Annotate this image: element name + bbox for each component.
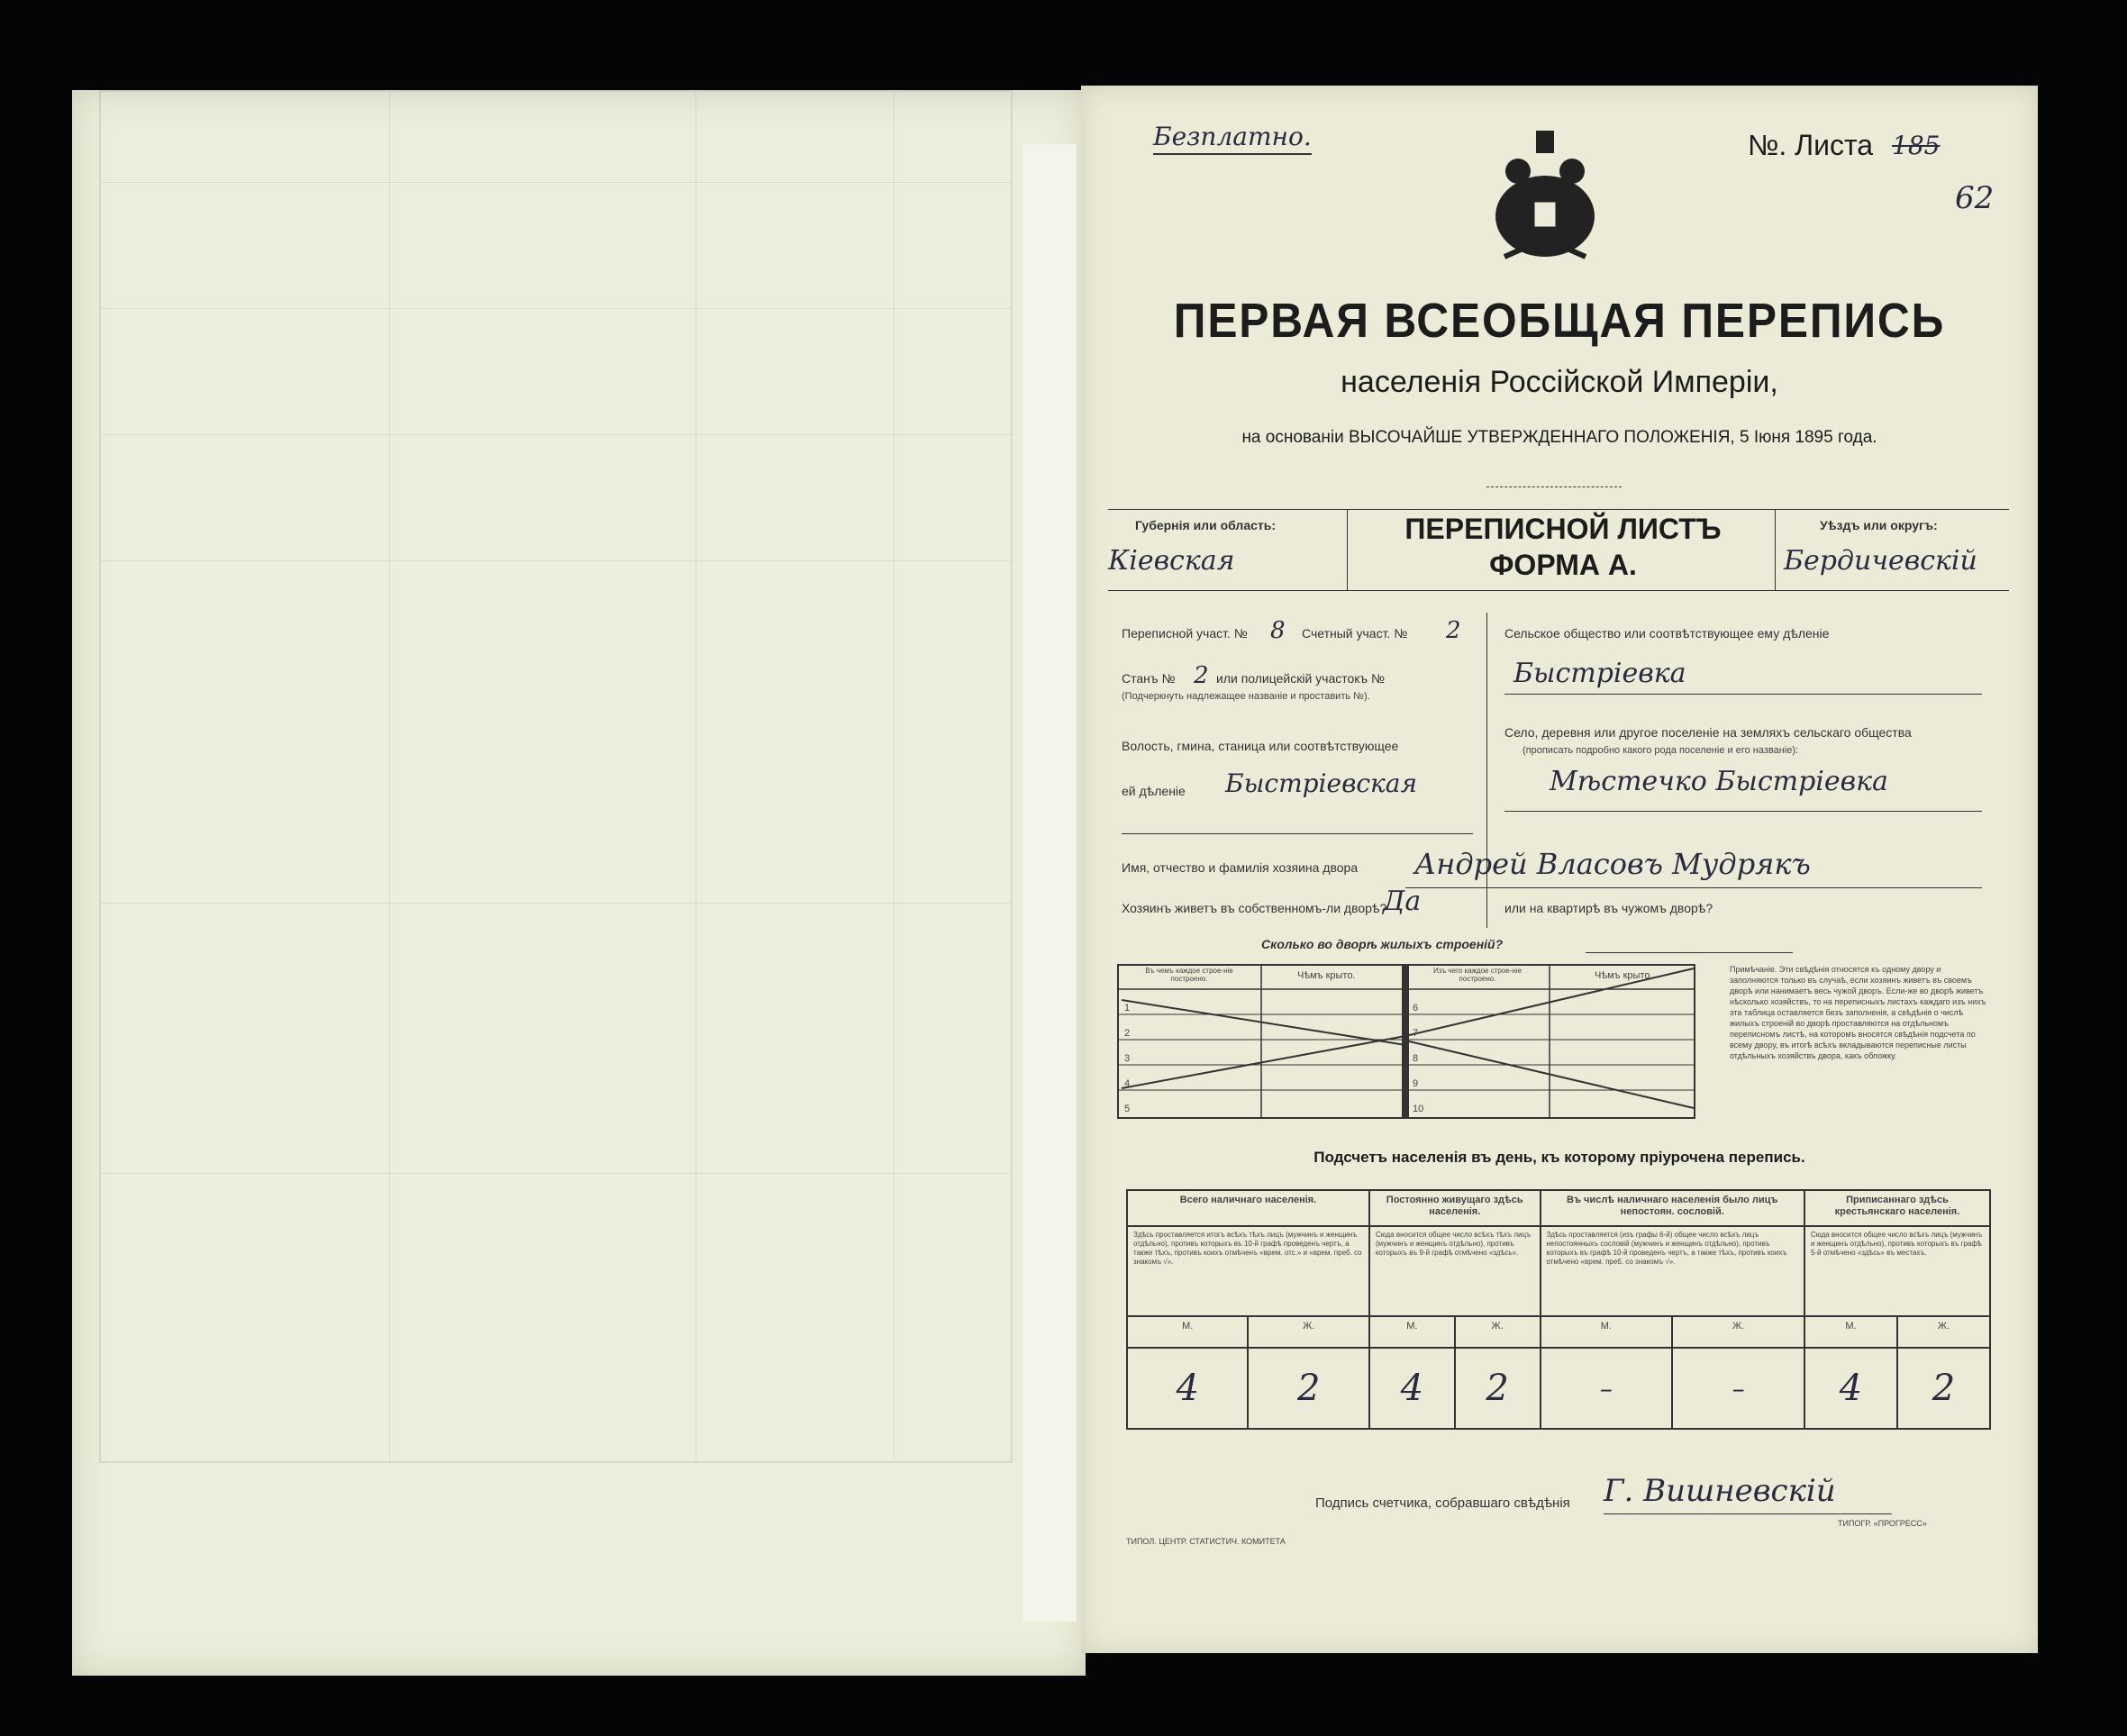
society-label: Сельское общество или соотвѣтствующее ему дѣленіе — [1504, 626, 1830, 641]
count-col3-desc: Здѣсь проставляется (изъ графы 6-й) общее число всѣхъ лицъ непостоянныхъ сословій (мужчинъ и женщинъ отдѣльно), противъ которыхъ въ графѣ 10-й проведенъ чертъ, а также тѣхъ, противъ коихъ отмѣчено «врем. преб. со знакомъ √». — [1541, 1226, 1804, 1316]
count-title: Подсчетъ населенія въ день, къ которому пріурочена перепись. — [1313, 1149, 1805, 1166]
sex-m-4: М. — [1804, 1316, 1897, 1348]
society-value: Быстріевка — [1513, 658, 1686, 689]
coat-of-arms-icon — [1477, 122, 1613, 275]
count-value-5: – — [1541, 1348, 1673, 1429]
sex-f-4: Ж. — [1897, 1316, 1990, 1348]
owner-lives-value: Да — [1383, 886, 1422, 917]
form-subtitle: населенія Россійской Имперіи, — [1341, 365, 1778, 399]
printer-right: ТИПОГР. «ПРОГРЕСС» — [1838, 1519, 1927, 1528]
page-mark: 62 — [1955, 180, 1995, 216]
form-type: ФОРМА А. — [1489, 549, 1637, 581]
count-col1-head: Всего наличнаго населенія. — [1127, 1190, 1369, 1226]
village-note: (прописать подробно какого рода поселеніе и его названіе): — [1523, 745, 1799, 756]
province-label: Губернія или область: — [1135, 518, 1277, 532]
page-spine — [1023, 144, 1077, 1622]
form-main-title: ПЕРВАЯ ВСЕОБЩАЯ ПЕРЕПИСЬ — [1173, 294, 1946, 348]
count-value-7: 4 — [1804, 1348, 1897, 1429]
stan-value: 2 — [1194, 662, 1209, 689]
count-col2-desc: Сюда вносится общее число всѣхъ тѣхъ лицъ (мужчинъ и женщинъ отдѣльно), противъ которыхъ въ 9-й графѣ отмѣчено «здѣсь». — [1369, 1226, 1541, 1316]
district-value: Бердичевскій — [1784, 545, 1977, 577]
sheet-number-label: №. Листа — [1748, 129, 1874, 161]
signature-label: Подпись счетчика, собравшаго свѣдѣнія — [1315, 1495, 1570, 1511]
count-value-4: 2 — [1455, 1348, 1541, 1429]
stan-rest-label: или полицейскій участокъ № — [1216, 671, 1386, 686]
district-label: Уѣздъ или округъ: — [1820, 518, 1938, 532]
sex-f-3: Ж. — [1672, 1316, 1804, 1348]
buildings-rows-right: 6 7 8 9 10 — [1413, 1003, 1424, 1114]
buildings-col1-header: Въ чемъ каждое строе-ніе построено. — [1145, 967, 1233, 983]
province-value: Кіевская — [1108, 545, 1235, 577]
population-count-table — [1126, 1189, 1991, 1430]
count-value-6: – — [1672, 1348, 1804, 1429]
count-value-8: 2 — [1897, 1348, 1990, 1429]
ornament-divider — [1486, 486, 1622, 487]
buildings-col3-header: Изъ чего каждое строе-ніе построено. — [1432, 967, 1523, 983]
buildings-col2-header: Чѣмъ крыто. — [1297, 970, 1356, 981]
count-value-1: 4 — [1127, 1348, 1248, 1429]
count-value-2: 2 — [1248, 1348, 1368, 1429]
buildings-note: Примѣчаніе. Эти свѣдѣнія относятся къ одному двору и заполняются только въ случаѣ, если хозяинъ живетъ въ своемъ дворѣ или нанимаетъ весь чужой дворъ. Если-же во дворѣ живетъ нѣсколько хозяйствъ, то на переписныхъ листахъ каждаго изъ нихъ эта таблица оставляется безъ заполненія, а свѣдѣнія о числѣ жилыхъ строеній во дворѣ проставляются на отдѣльномъ переписномъ листѣ, на которомъ вносятся свѣдѣнія подсчета по всему двору, въ итогѣ всѣхъ вкладываются переписные листы отдѣльныхъ хозяйствъ двора, какъ обложку. — [1730, 965, 1986, 1060]
village-value: Мѣстечко Быстріевка — [1550, 766, 1888, 797]
left-page-ghost-grid — [99, 90, 1013, 1463]
sex-f-1: Ж. — [1248, 1316, 1368, 1348]
form-basis-line: на основаніи ВЫСОЧАЙШЕ УТВЕРЖДЕННАГО ПОЛОЖЕНІЯ, 5 Іюня 1895 года. — [1241, 428, 1877, 447]
free-label: Безплатно. — [1153, 122, 1312, 155]
sex-m-3: М. — [1541, 1316, 1673, 1348]
form-header-box — [1108, 509, 2009, 590]
census-section-value: 8 — [1270, 617, 1286, 644]
stan-label: Станъ № — [1122, 671, 1176, 686]
count-col2-head: Постоянно живущаго здѣсь населенія. — [1369, 1190, 1541, 1226]
count-section-label: Счетный участ. № — [1302, 626, 1408, 641]
volost-label: Волость, гмина, станица или соотвѣтствующее — [1122, 739, 1399, 753]
volost-label-2: ей дѣленіе — [1122, 784, 1186, 798]
buildings-label: Сколько во дворѣ жилыхъ строеній? — [1261, 937, 1504, 951]
buildings-rows-left: 1 2 3 4 5 — [1124, 1003, 1131, 1114]
owner-value: Андрей Власовъ Мудрякъ — [1414, 847, 1811, 881]
form-sheet-title: ПЕРЕПИСНОЙ ЛИСТЪ — [1404, 513, 1722, 545]
census-form-page — [1081, 86, 2038, 1653]
stan-note: (Подчеркнуть надлежащее названіе и проставить №). — [1122, 691, 1370, 702]
signature-value: Г. Вишневскій — [1604, 1473, 1836, 1509]
count-col1-desc: Здѣсь проставляется итогъ всѣхъ тѣхъ лицъ (мужчинъ и женщинъ отдѣльно), противъ которыхъ въ 10-й графѣ проведенъ чертъ, а также тѣхъ, противъ коихъ отмѣченъ «врем. отс.» и «врем. преб. со знакомъ √». — [1127, 1226, 1369, 1316]
count-col4-head: Приписаннаго здѣсь крестьянскаго населенія. — [1804, 1190, 1990, 1226]
count-col3-head: Въ числѣ наличнаго населенія было лицъ непостоян. сословій. — [1541, 1190, 1804, 1226]
owner-lives-label: Хозяинъ живетъ въ собственномъ-ли дворѣ? — [1122, 901, 1387, 915]
sex-m-1: М. — [1127, 1316, 1248, 1348]
village-label: Село, деревня или другое поселеніе на земляхъ сельскаго общества — [1504, 725, 1912, 740]
printer-left: ТИПОЛ. ЦЕНТР. СТАТИСТИЧ. КОМИТЕТА — [1126, 1537, 1286, 1546]
sheet-number-value: 185 — [1892, 131, 1941, 160]
count-value-3: 4 — [1369, 1348, 1455, 1429]
sex-f-2: Ж. — [1455, 1316, 1541, 1348]
sex-m-2: М. — [1369, 1316, 1455, 1348]
count-section-value: 2 — [1446, 617, 1461, 644]
census-section-label: Переписной участ. № — [1122, 626, 1248, 641]
owner-label: Имя, отчество и фамилія хозяина двора — [1122, 860, 1359, 875]
buildings-col4-header: Чѣмъ крыто. — [1595, 970, 1653, 981]
owner-lives-rest: или на квартирѣ въ чужомъ дворѣ? — [1504, 901, 1713, 915]
count-col4-desc: Сюда вносится общее число всѣхъ лицъ (мужчинъ и женщинъ отдѣльно), противъ которыхъ въ графѣ 5-й отмѣчено «здѣсь» въ местахъ. — [1804, 1226, 1990, 1316]
volost-value: Быстріевская — [1225, 768, 1417, 798]
